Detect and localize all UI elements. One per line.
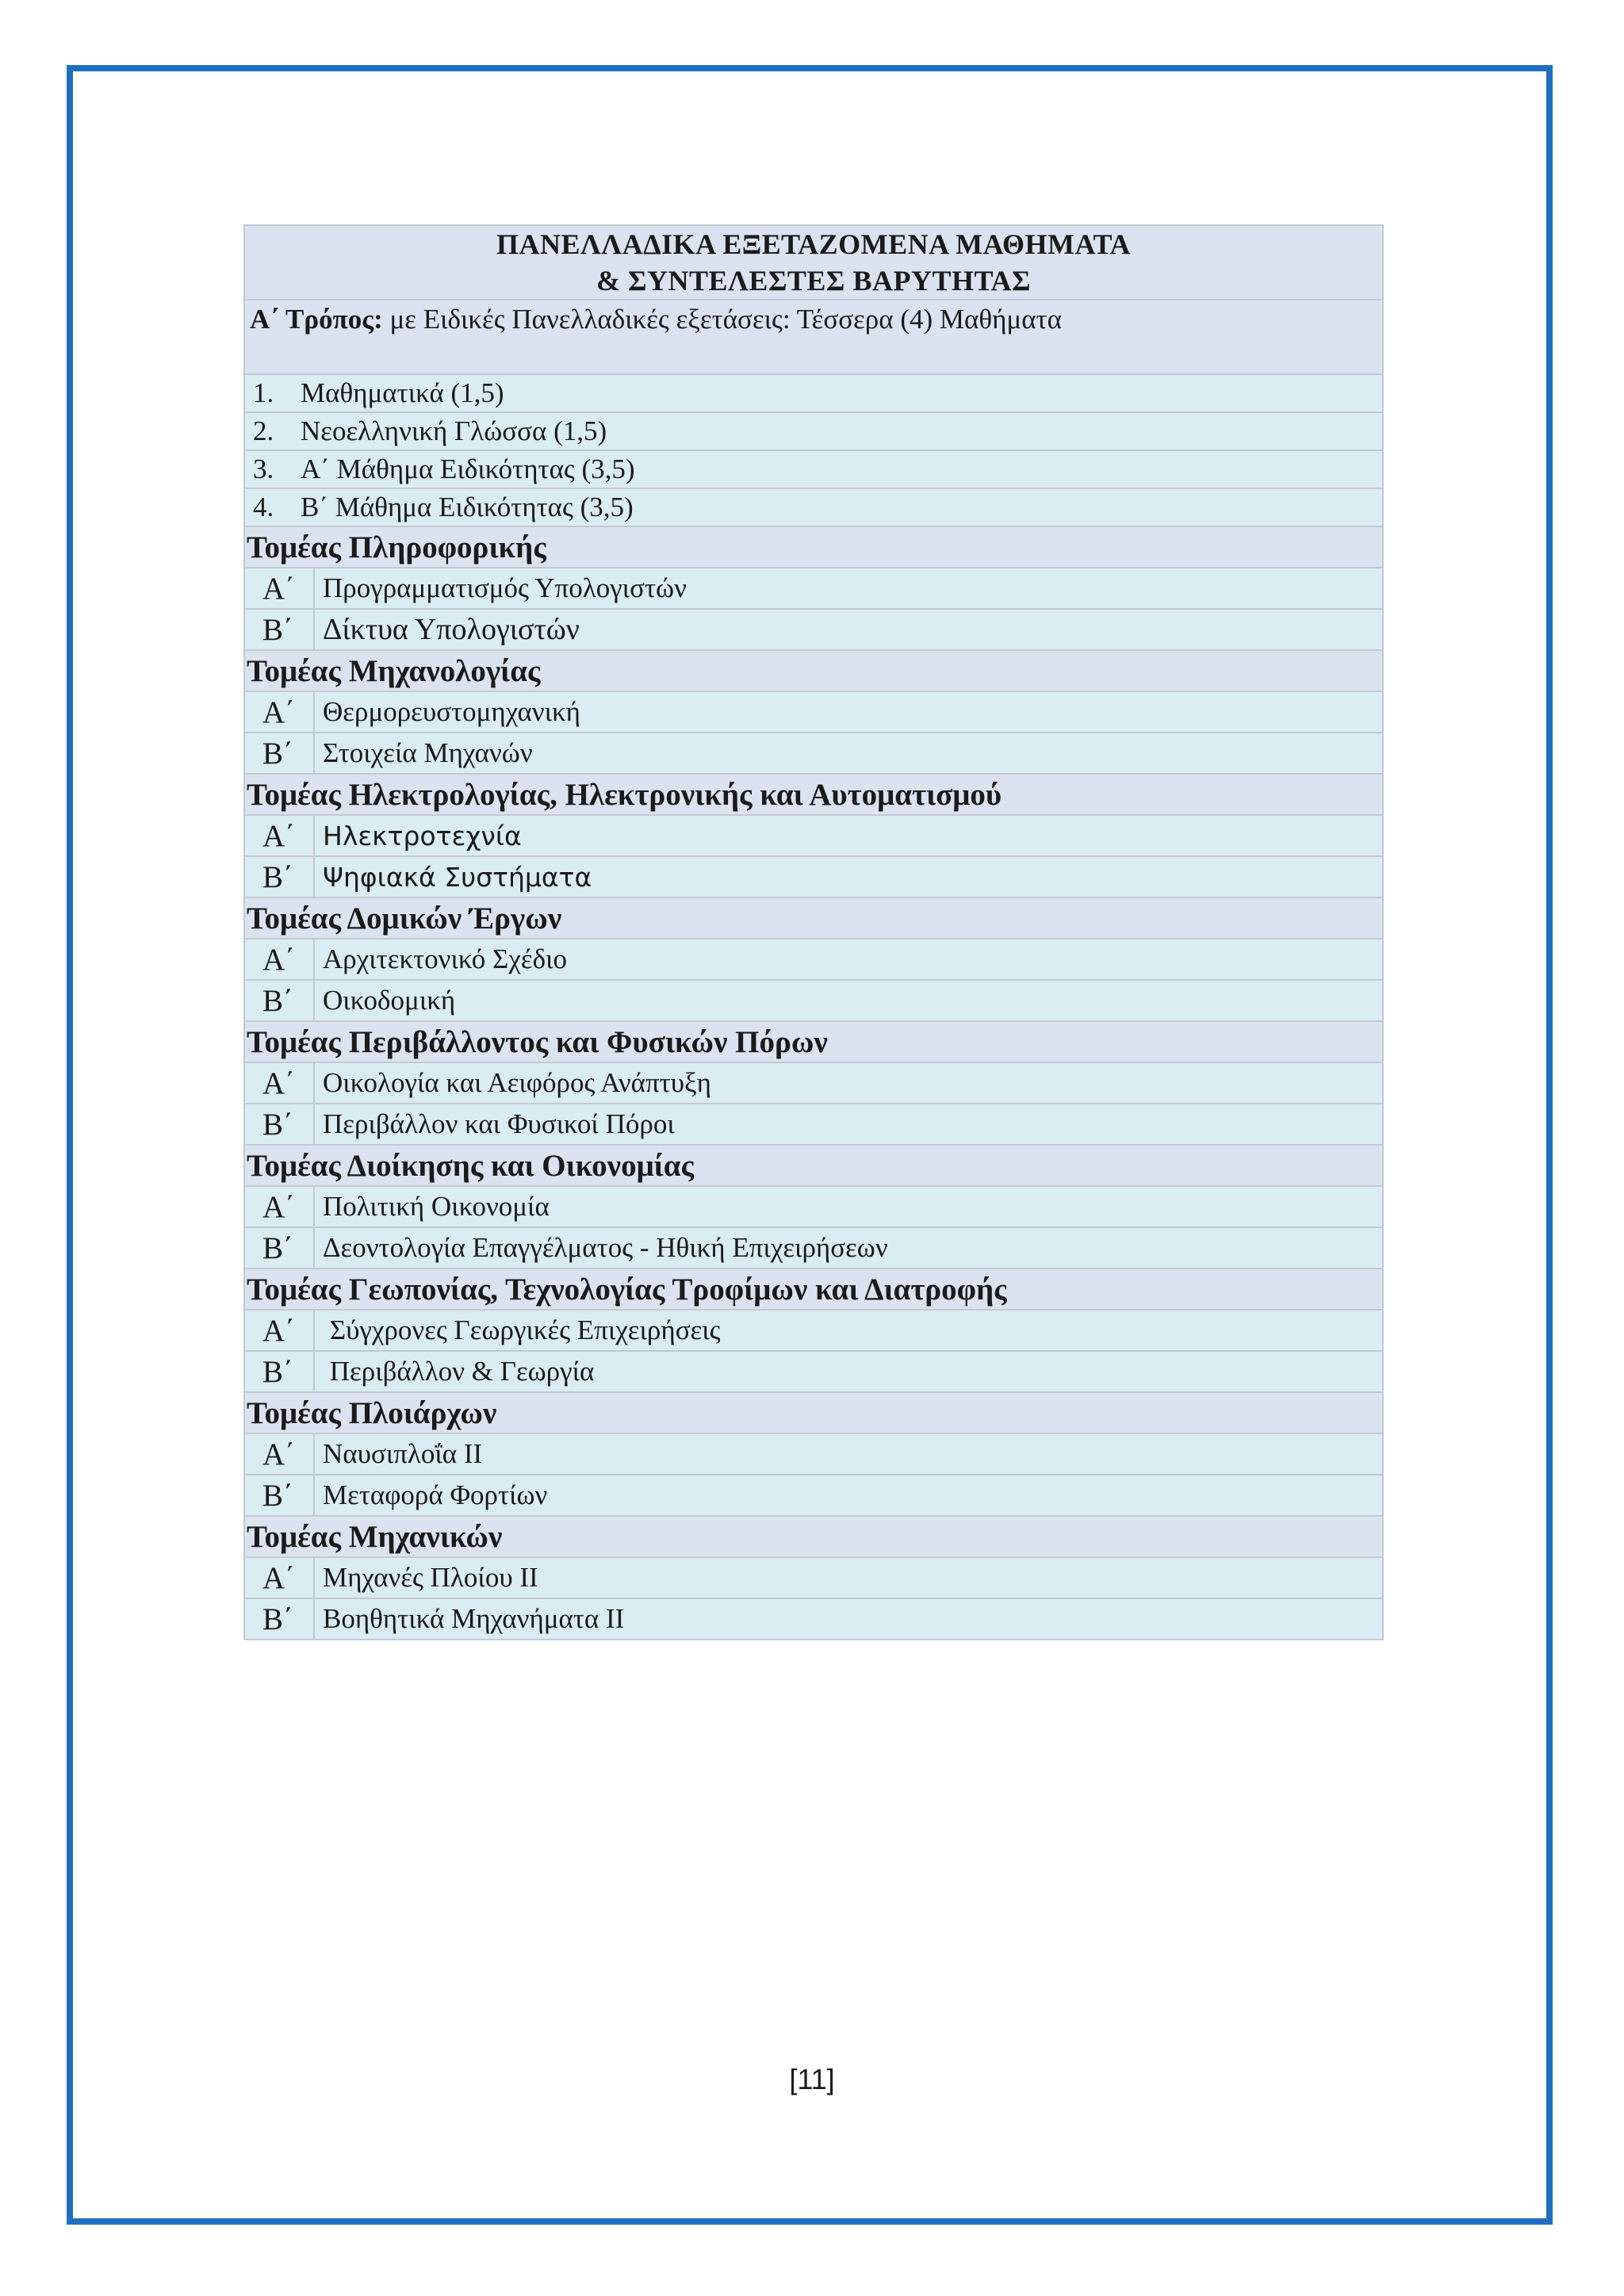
subject-row: [244, 980, 1383, 1021]
sector-name: Τομέας Γεωπονίας, Τεχνολογίας Τροφίμων και Διατροφής: [244, 1269, 1383, 1310]
course-row: [244, 450, 1383, 488]
sector-row: [244, 1145, 1383, 1186]
subject-row: [244, 1062, 1383, 1104]
subject-letter: Β΄: [244, 980, 314, 1021]
subject-row: [244, 815, 1383, 856]
subject-name: Περιβάλλον & Γεωργία: [314, 1351, 1383, 1392]
subject-letter: Α΄: [244, 939, 314, 980]
page-number: [11]: [789, 2063, 835, 2095]
subject-row: [244, 609, 1383, 650]
subject-name: Στοιχεία Μηχανών: [314, 733, 1383, 774]
subject-name: Βοηθητικά Μηχανήματα ΙΙ: [314, 1598, 1383, 1640]
subject-name: Ναυσιπλοΐα ΙΙ: [314, 1433, 1383, 1475]
subject-row: [244, 733, 1383, 774]
sector-name: Τομέας Πληροφορικής: [244, 526, 1383, 568]
sector-row: [244, 1269, 1383, 1310]
course-number: 1.: [253, 377, 274, 408]
subject-letter: Α΄: [244, 1062, 314, 1104]
subject-letter: Α΄: [244, 1186, 314, 1227]
subject-letter: Α΄: [244, 1433, 314, 1475]
sector-name: Τομέας Δομικών Έργων: [244, 897, 1383, 939]
subject-name: Μηχανές Πλοίου ΙΙ: [314, 1557, 1383, 1598]
sector-row: [244, 1516, 1383, 1557]
subject-row: [244, 856, 1383, 897]
subject-name: Πολιτική Οικονομία: [314, 1186, 1383, 1227]
subject-row: [244, 1351, 1383, 1392]
course-text: Νεοελληνική Γλώσσα (1,5): [301, 415, 607, 446]
subject-name: Οικοδομική: [314, 980, 1383, 1021]
subject-letter: Β΄: [244, 1475, 314, 1516]
subject-row: [244, 939, 1383, 980]
mode-text: με Ειδικές Πανελλαδικές εξετάσεις: Τέσσερα (4) Μαθήματα: [382, 304, 1062, 335]
subject-name: Προγραμματισμός Υπολογιστών: [314, 568, 1383, 609]
subject-name: Σύγχρονες Γεωργικές Επιχειρήσεις: [314, 1310, 1383, 1351]
subject-letter: Β΄: [244, 856, 314, 897]
table-header-row: [244, 225, 1383, 300]
sector-name: Τομέας Διοίκησης και Οικονομίας: [244, 1145, 1383, 1186]
table-title-line2: & ΣΥΝΤΕΛΕΣΤΕΣ ΒΑΡΥΤΗΤΑΣ: [596, 265, 1032, 297]
subject-name: Ψηφιακά Συστήματα: [314, 856, 1383, 897]
course-row: [244, 374, 1383, 412]
mode-row: [244, 300, 1383, 374]
subjects-table: [243, 224, 1384, 1640]
course-text: Α΄ Μάθημα Ειδικότητας (3,5): [301, 453, 635, 484]
subject-row: [244, 691, 1383, 733]
subject-row: [244, 1598, 1383, 1640]
subject-row: [244, 1310, 1383, 1351]
subject-name: Οικολογία και Αειφόρος Ανάπτυξη: [314, 1062, 1383, 1104]
subject-letter: Β΄: [244, 1104, 314, 1145]
course-number: 2.: [253, 415, 274, 446]
mode-label: Α΄ Τρόπος:: [250, 304, 383, 335]
sector-name: Τομέας Πλοιάρχων: [244, 1392, 1383, 1433]
subject-name: Ηλεκτροτεχνία: [314, 815, 1383, 856]
course-row: [244, 412, 1383, 450]
course-text: Β΄ Μάθημα Ειδικότητας (3,5): [301, 492, 634, 522]
course-text: Μαθηματικά (1,5): [301, 377, 504, 408]
subject-row: [244, 1475, 1383, 1516]
subject-name: Μεταφορά Φορτίων: [314, 1475, 1383, 1516]
subject-letter: Α΄: [244, 815, 314, 856]
mode-cell: [244, 300, 1383, 374]
subject-name: Δίκτυα Υπολογιστών: [314, 609, 1383, 650]
course-number: 3.: [253, 453, 274, 484]
subject-letter: Α΄: [244, 568, 314, 609]
subject-letter: Β΄: [244, 1598, 314, 1640]
sector-row: [244, 774, 1383, 815]
sector-row: [244, 650, 1383, 691]
subject-name: Αρχιτεκτονικό Σχέδιο: [314, 939, 1383, 980]
sector-row: [244, 897, 1383, 939]
sector-name: Τομέας Μηχανολογίας: [244, 650, 1383, 691]
course-row: [244, 488, 1383, 526]
table-title: [244, 225, 1383, 300]
sector-row: [244, 1021, 1383, 1062]
subject-letter: Α΄: [244, 691, 314, 733]
subject-row: [244, 1557, 1383, 1598]
subject-row: [244, 1227, 1383, 1269]
sector-row: [244, 1392, 1383, 1433]
subject-row: [244, 1186, 1383, 1227]
subject-row: [244, 1433, 1383, 1475]
sector-name: Τομέας Περιβάλλοντος και Φυσικών Πόρων: [244, 1021, 1383, 1062]
subject-row: [244, 568, 1383, 609]
course-number: 4.: [253, 492, 274, 522]
subject-letter: Β΄: [244, 1227, 314, 1269]
table-title-line1: ΠΑΝΕΛΛΑΔΙΚΑ ΕΞΕΤΑΖΟΜΕΝΑ ΜΑΘΗΜΑΤΑ: [496, 228, 1132, 260]
subject-name: Θερμορευστομηχανική: [314, 691, 1383, 733]
sector-name: Τομέας Μηχανικών: [244, 1516, 1383, 1557]
subject-letter: Β΄: [244, 733, 314, 774]
subject-name: Δεοντολογία Επαγγέλματος - Ηθική Επιχειρήσεων: [314, 1227, 1383, 1269]
sector-row: [244, 526, 1383, 568]
subject-letter: Β΄: [244, 609, 314, 650]
subject-row: [244, 1104, 1383, 1145]
subject-letter: Β΄: [244, 1351, 314, 1392]
subject-letter: Α΄: [244, 1310, 314, 1351]
sector-name: Τομέας Ηλεκτρολογίας, Ηλεκτρονικής και Αυτοματισμού: [244, 774, 1383, 815]
subject-letter: Α΄: [244, 1557, 314, 1598]
subject-name: Περιβάλλον και Φυσικοί Πόροι: [314, 1104, 1383, 1145]
